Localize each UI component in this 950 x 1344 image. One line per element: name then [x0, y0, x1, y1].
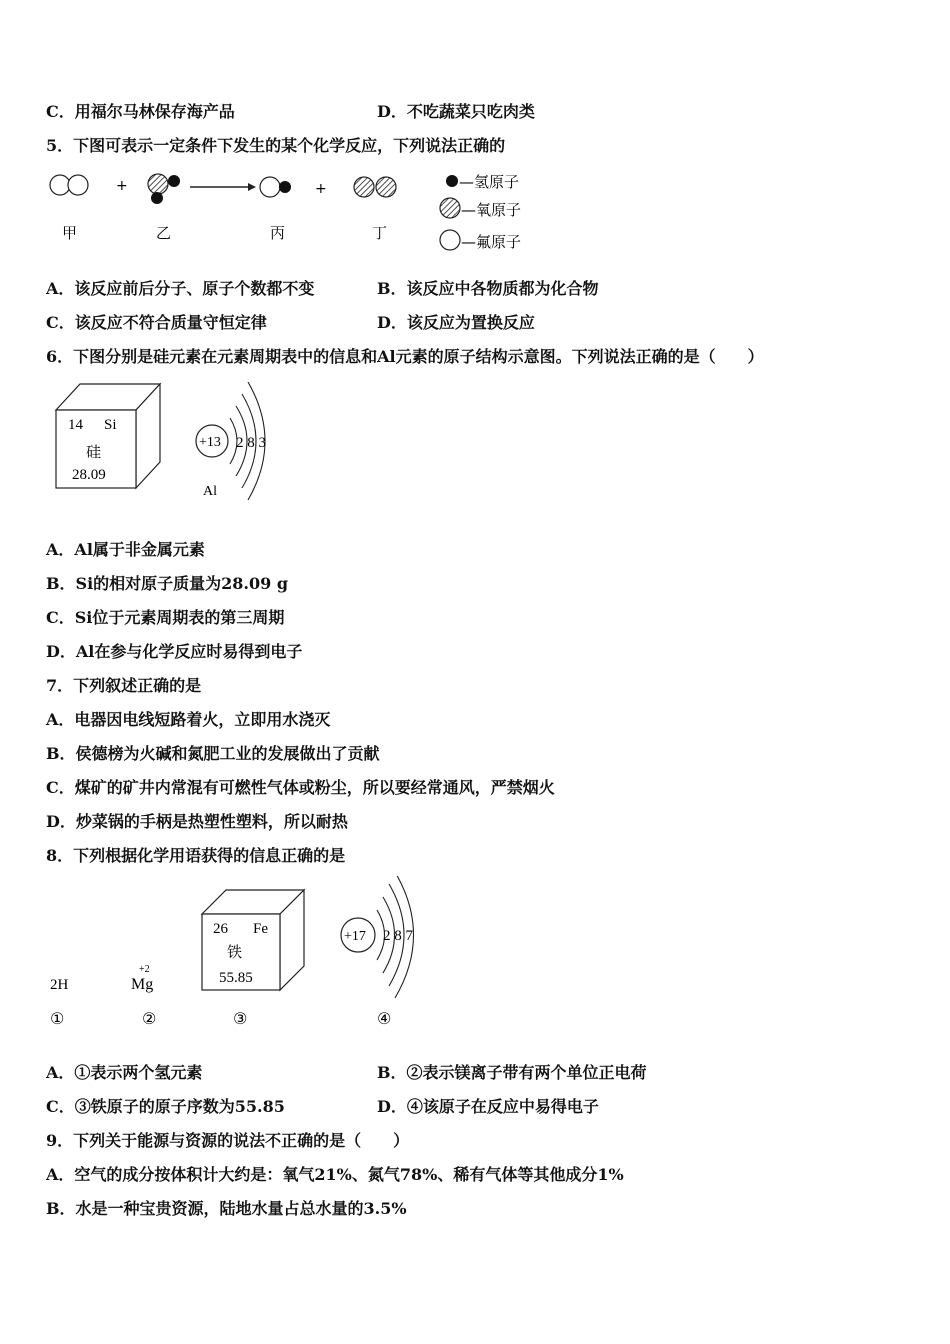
q6-option-a: A．Al属于非金属元素	[46, 540, 205, 559]
nucleus-charge: +13	[199, 435, 221, 450]
element-symbol: Si	[104, 417, 117, 433]
mark-1: ①	[50, 1009, 65, 1028]
molecule-ding	[354, 177, 396, 197]
electron-shells: 2 8 7	[383, 928, 413, 944]
q9-option-a: A．空气的成分按体积计大约是：氧气21%、氮气78%、稀有气体等其他成分1%	[46, 1165, 624, 1184]
q6-option-c: C．Si位于元素周期表的第三周期	[46, 608, 285, 627]
legend-oxygen: —氧原子	[461, 201, 522, 219]
molecule-yi	[148, 174, 180, 204]
q7-option-c: C．煤矿的矿井内常混有可燃性气体或粉尘，所以要经常通风，严禁烟火	[46, 778, 555, 797]
mark-2: ②	[142, 1009, 157, 1028]
q5-reaction-diagram	[40, 165, 560, 260]
q8-option-b: B．②表示镁离子带有两个单位正电荷	[377, 1063, 647, 1082]
q7-option-d: D．炒菜锅的手柄是热塑性塑料，所以耐热	[46, 812, 348, 831]
legend	[440, 173, 521, 251]
legend-hydrogen: —氢原子	[459, 173, 520, 191]
q5-option-d: D．该反应为置换反应	[377, 313, 535, 332]
q8-option-a: A．①表示两个氢元素	[46, 1063, 203, 1082]
plus-sign: +	[315, 181, 327, 197]
element-card-fe	[202, 890, 304, 990]
symbol-mg: Mg	[131, 976, 154, 993]
mark-4: ④	[377, 1009, 392, 1028]
atom-label: Al	[203, 484, 217, 499]
atom-structure-cl	[341, 876, 414, 998]
q8-option-c: C．③铁原子的原子序数为55.85	[46, 1097, 285, 1116]
q7-option-b: B．侯德榜为火碱和氮肥工业的发展做出了贡献	[46, 744, 380, 763]
q7-stem: 7．下列叙述正确的是	[46, 676, 202, 695]
atomic-number: 26	[213, 921, 228, 937]
mark-3: ③	[233, 1009, 248, 1028]
q8-figure	[40, 876, 440, 1036]
q6-stem: 6．下图分别是硅元素在元素周期表中的信息和Al元素的原子结构示意图。下列说法正确的是（ ）	[46, 347, 764, 366]
label-bing: 丙	[270, 224, 286, 242]
q6-option-d: D．Al在参与化学反应时易得到电子	[46, 642, 303, 661]
q8-stem: 8．下列根据化学用语获得的信息正确的是	[46, 846, 346, 865]
charge-label: +2	[139, 964, 150, 975]
atomic-mass: 55.85	[219, 970, 253, 986]
plus-sign: +	[116, 178, 128, 194]
q6-figure	[50, 378, 290, 503]
label-ding: 丁	[372, 224, 388, 242]
molecule-jia	[50, 175, 88, 195]
element-name: 铁	[227, 943, 243, 961]
q5-stem: 5．下图可表示一定条件下发生的某个化学反应，下列说法正确的	[46, 136, 506, 155]
electron-shells: 2 8 3	[236, 435, 266, 451]
reaction-arrow	[190, 183, 256, 191]
q9-option-b: B．水是一种宝贵资源，陆地水量占总水量的3.5%	[46, 1199, 407, 1218]
molecule-bing	[260, 177, 291, 197]
symbol-2h: 2H	[50, 977, 69, 993]
q5-option-c: C．该反应不符合质量守恒定律	[46, 313, 267, 332]
element-card-si	[56, 384, 160, 488]
q5-option-a: A．该反应前后分子、原子个数都不变	[46, 279, 315, 298]
q4-option-d: D．不吃蔬菜只吃肉类	[377, 102, 535, 121]
atomic-number: 14	[68, 417, 83, 433]
atomic-mass: 28.09	[72, 467, 106, 483]
q7-option-a: A．电器因电线短路着火，立即用水浇灭	[46, 710, 331, 729]
label-jia: 甲	[62, 224, 78, 242]
atom-structure-al	[196, 382, 266, 500]
label-yi: 乙	[156, 224, 172, 242]
q4-option-c: C．用福尔马林保存海产品	[46, 102, 235, 121]
q5-option-b: B．该反应中各物质都为化合物	[377, 279, 599, 298]
nucleus-charge: +17	[344, 929, 366, 944]
element-name: 硅	[86, 443, 102, 461]
q9-stem: 9．下列关于能源与资源的说法不正确的是（ ）	[46, 1131, 410, 1150]
legend-fluorine: —氟原子	[461, 233, 522, 251]
q6-option-b: B．Si的相对原子质量为28.09 g	[46, 574, 289, 593]
element-symbol: Fe	[253, 921, 268, 937]
q8-option-d: D．④该原子在反应中易得电子	[377, 1097, 599, 1116]
